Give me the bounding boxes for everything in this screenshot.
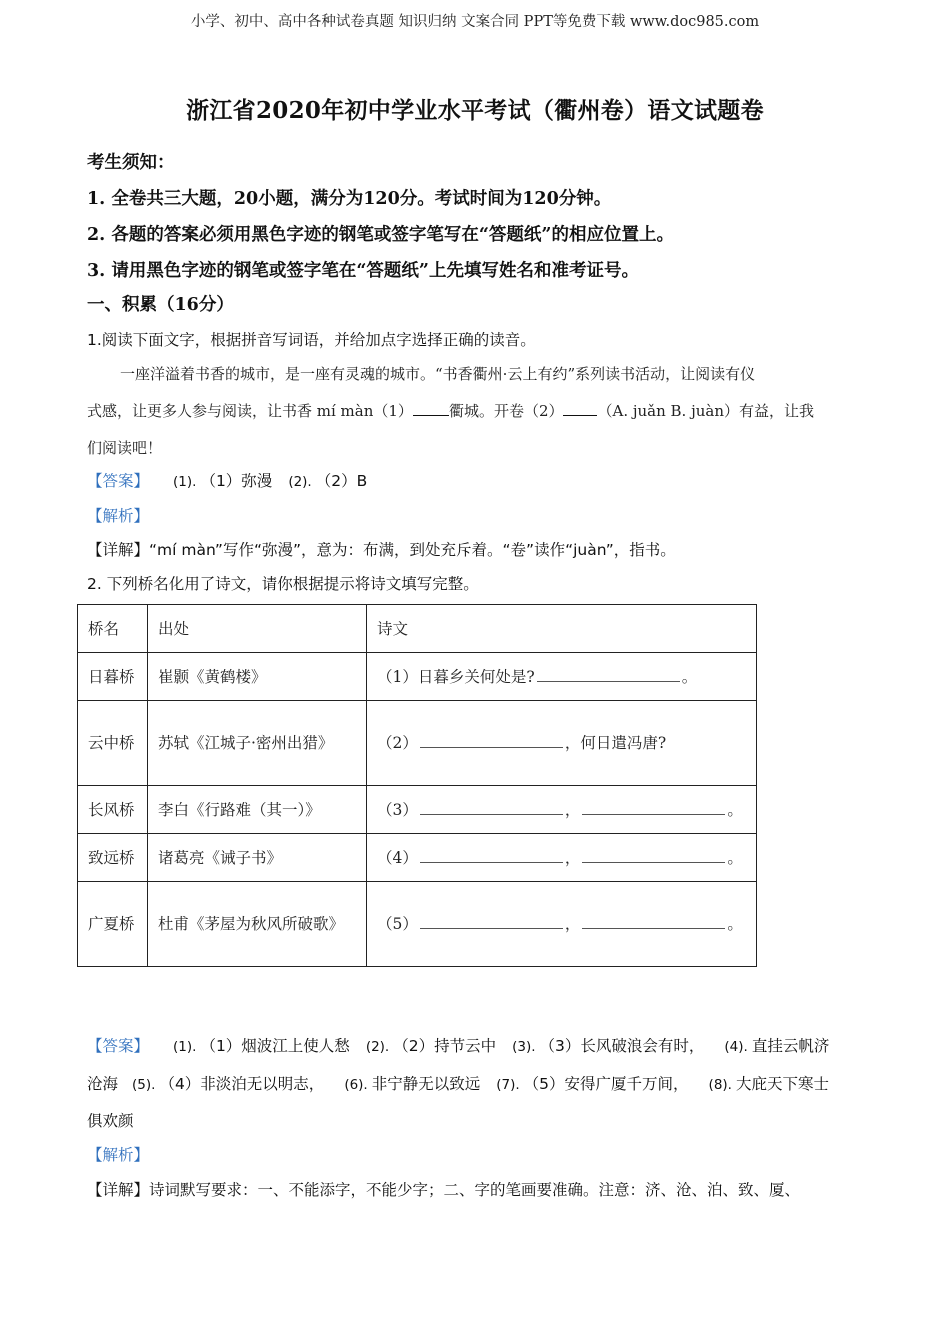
answer-tag: 【答案】	[87, 1037, 150, 1055]
row-number: （1）	[377, 667, 418, 686]
poem-table	[77, 604, 757, 967]
table-header: 诗文	[367, 605, 757, 653]
answer-mark: (1).	[173, 1039, 197, 1055]
table-header-row	[78, 605, 757, 653]
question-1-prompt: 1.阅读下面文字，根据拼音写词语，并给加点字选择正确的读音。	[87, 331, 536, 349]
poem-text: ，何日遣冯唐?	[564, 734, 667, 752]
passage-line	[87, 400, 814, 421]
answer-blank[interactable]	[420, 802, 563, 815]
answer-mark: (4).	[724, 1039, 748, 1055]
table-header: 桥名	[78, 605, 148, 653]
detail-text: 【详解】“mí màn”写作“弥漫”，意为：布满，到处充斥着。“卷”读作“juàn”，指书。	[87, 541, 676, 559]
notice-item: 2. 各题的答案必须用黑色字迹的钢笔或签字笔写在“答题纸”的相应位置上。	[87, 225, 674, 245]
answer-mark: (2).	[365, 1039, 390, 1055]
poem-text: ，	[564, 848, 581, 867]
passage-text: 衢城。开卷（2）	[448, 402, 564, 420]
answer-text: （5）安得广厦千万间，	[523, 1075, 689, 1093]
table-header: 出处	[148, 605, 367, 653]
answer-blank[interactable]	[537, 669, 680, 682]
answer-text: 非宁静无以致远	[371, 1075, 481, 1093]
answer-blank[interactable]	[420, 916, 563, 929]
answer-mark: (5).	[132, 1077, 156, 1093]
blank-2[interactable]	[563, 400, 597, 416]
answer-line: 俱欢颜	[87, 1112, 134, 1130]
notice-item: 3. 请用黑色字迹的钢笔或签字笔在“答题纸”上先填写姓名和准考证号。	[87, 261, 639, 281]
poem-text: 日暮乡关何处是?	[417, 667, 535, 686]
answer-blank[interactable]	[582, 850, 725, 863]
answer-tag: 【答案】	[87, 472, 150, 490]
question-2-prompt: 2. 下列桥名化用了诗文，请你根据提示将诗文填写完整。	[87, 575, 479, 593]
source: 诸葛亮《诫子书》	[148, 834, 367, 882]
answer-blank[interactable]	[582, 916, 725, 929]
bridge-name: 云中桥	[78, 701, 148, 786]
answer-text: （1）弥漫	[200, 472, 273, 490]
answer-text: （3）长风破浪会有时，	[539, 1037, 705, 1055]
answer-text: 直挂云帆济	[751, 1037, 830, 1055]
row-number: （2）	[377, 734, 418, 752]
answer-text: （4）非淡泊无以明志，	[159, 1075, 325, 1093]
bridge-name: 广夏桥	[78, 882, 148, 967]
answer-text: （2）B	[315, 472, 368, 490]
passage-line: 一座洋溢着书香的城市，是一座有灵魂的城市。“书香衢州·云上有约”系列读书活动，让阅读有仪	[120, 365, 756, 383]
page-header: 小学、初中、高中各种试卷真题 知识归纳 文案合同 PPT等免费下载 www.doc985.com	[190, 14, 760, 30]
exam-title: 浙江省2020年初中学业水平考试（衢州卷）语文试题卷	[186, 97, 764, 124]
poem-text: 。	[727, 915, 743, 933]
source: 苏轼《江城子·密州出猎》	[148, 701, 367, 786]
poem-cell	[367, 834, 757, 882]
answer-text: 大庇天下寒士	[735, 1075, 829, 1093]
passage-text: （A. juǎn B. juàn）有益，让我	[597, 402, 815, 420]
answer-line	[87, 1034, 829, 1056]
answer-text: （2）持节云中	[393, 1037, 497, 1055]
answer-blank[interactable]	[420, 850, 563, 863]
row-number: （3）	[377, 800, 418, 819]
analysis-tag: 【解析】	[87, 507, 150, 525]
table-row	[78, 653, 757, 701]
notice-heading: 考生须知：	[87, 153, 175, 173]
table-row	[78, 834, 757, 882]
source: 李白《行路难（其一）》	[148, 786, 367, 834]
answer-text: （1）烟波江上使人愁	[200, 1037, 350, 1055]
answer-mark: (7).	[496, 1077, 520, 1093]
poem-text: 。	[681, 667, 698, 686]
poem-cell	[367, 701, 757, 786]
poem-cell	[367, 653, 757, 701]
answer-mark: (3).	[512, 1039, 536, 1055]
row-number: （4）	[377, 848, 418, 867]
bridge-name: 致远桥	[78, 834, 148, 882]
poem-text: 。	[727, 800, 743, 819]
passage-text: 式感，让更多人参与阅读，让书香 mí màn（1）	[87, 402, 413, 420]
answer-blank[interactable]	[420, 735, 563, 748]
table-row	[78, 701, 757, 786]
poem-text: 。	[727, 848, 743, 867]
row-number: （5）	[377, 915, 418, 933]
answer-mark: (2).	[288, 474, 312, 490]
answer-text: 沧海	[87, 1075, 119, 1093]
answer-line	[87, 469, 367, 491]
answer-mark: (8).	[708, 1077, 732, 1093]
poem-text: ，	[564, 915, 581, 933]
notice-item: 1. 全卷共三大题，20小题，满分为120分。考试时间为120分钟。	[87, 189, 612, 209]
poem-cell	[367, 786, 757, 834]
table-row	[78, 882, 757, 967]
answer-mark: (6).	[344, 1077, 368, 1093]
source: 崔颢《黄鹤楼》	[148, 653, 367, 701]
source: 杜甫《茅屋为秋风所破歌》	[148, 882, 367, 967]
analysis-tag: 【解析】	[87, 1146, 150, 1164]
detail-text: 【详解】诗词默写要求：一、不能添字，不能少字；二、字的笔画要准确。注意：济、沧、泊、致、厦、	[87, 1181, 801, 1199]
answer-mark: (1).	[173, 474, 197, 490]
bridge-name: 日暮桥	[78, 653, 148, 701]
table-row	[78, 786, 757, 834]
answer-line	[87, 1072, 829, 1094]
bridge-name: 长风桥	[78, 786, 148, 834]
section-heading: 一、积累（16分）	[87, 295, 234, 315]
poem-cell	[367, 882, 757, 967]
answer-blank[interactable]	[582, 802, 725, 815]
passage-line: 们阅读吧！	[87, 439, 163, 457]
poem-text: ，	[564, 800, 581, 819]
blank-1[interactable]	[413, 400, 449, 416]
